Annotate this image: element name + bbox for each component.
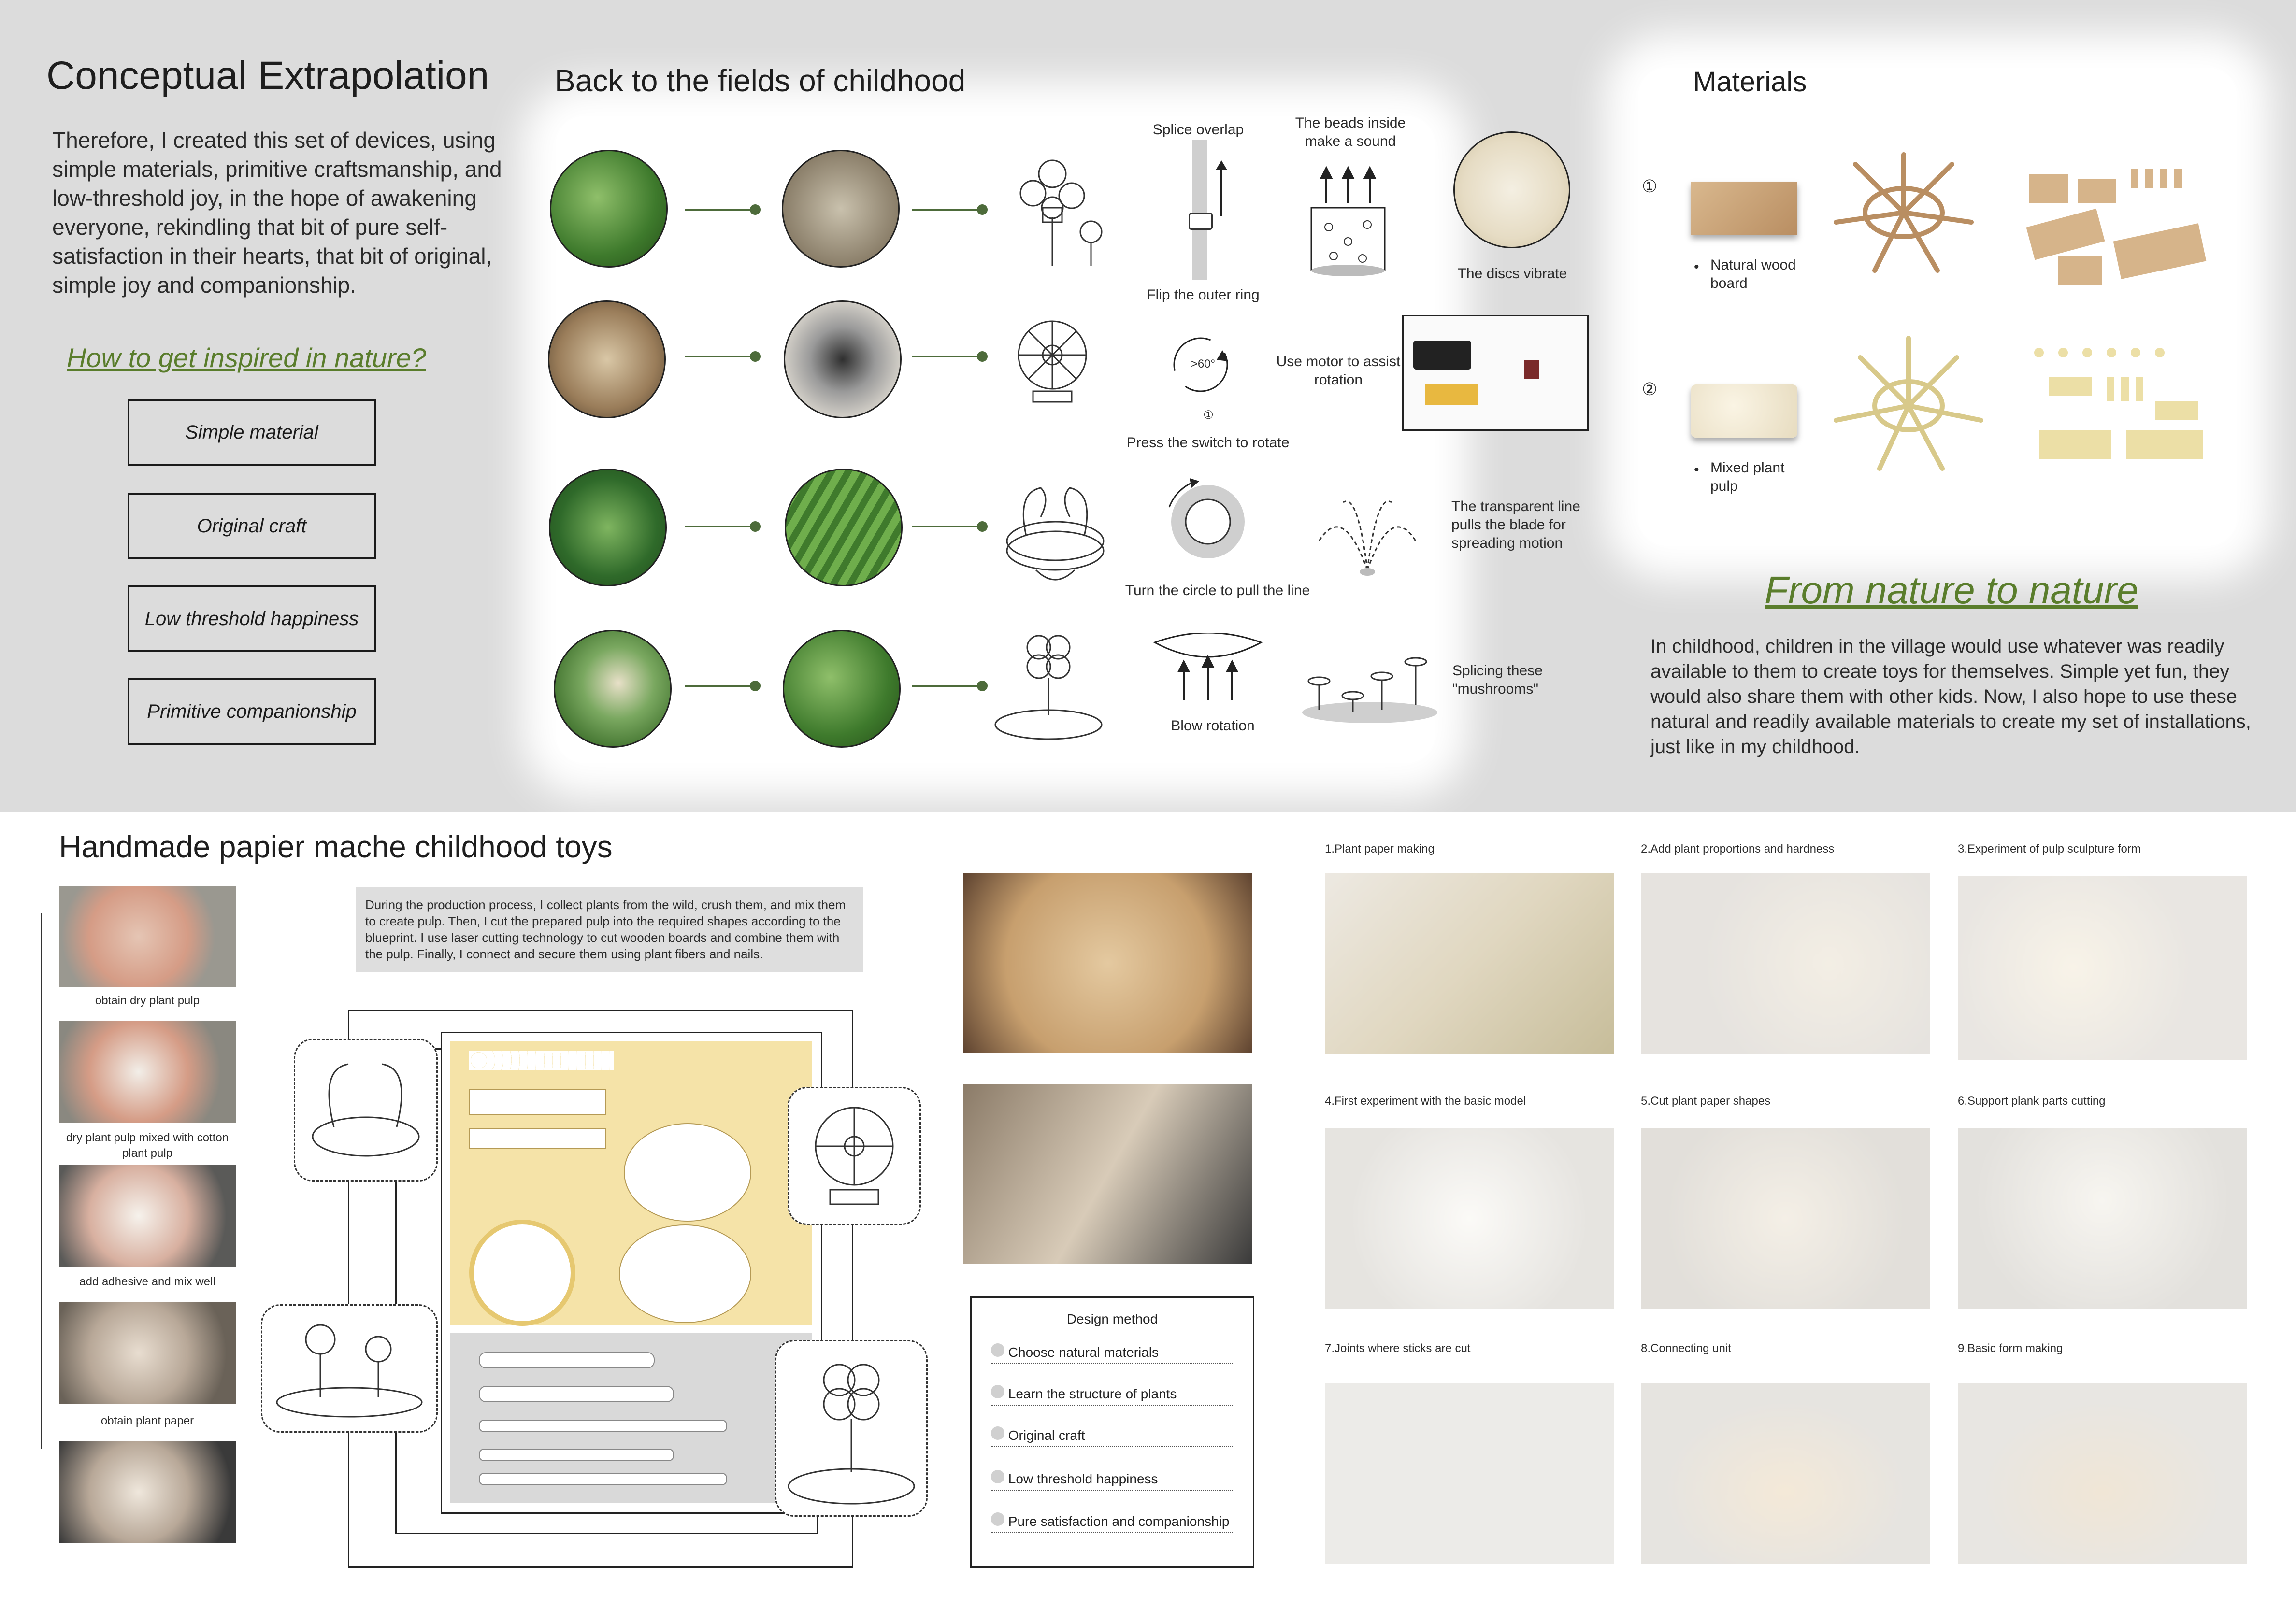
material-label-wood: Natural wood board <box>1710 257 1796 291</box>
blueprint-ellipse <box>624 1123 751 1222</box>
connector-dot <box>750 204 761 215</box>
experiment-photo-2 <box>1641 873 1930 1054</box>
flowers-sketch <box>262 1306 436 1431</box>
blueprint-tube <box>479 1449 674 1461</box>
wheel-device-sketch <box>1004 309 1101 406</box>
concept-title: Conceptual Extrapolation <box>46 54 489 98</box>
step-label-1: obtain dry plant pulp <box>95 994 200 1007</box>
keyword-low-threshold <box>128 585 376 652</box>
mushroom-device-sketch <box>986 628 1111 744</box>
blueprint-ellipse <box>619 1224 751 1323</box>
concept-body: Therefore, I created this set of devices, using simple materials, primitive craftsmanship, and low-threshold joy, in the hope of awakening everyone, rekindling that bit of pure self-satisfaction in their hearts, that bit of original, simple joy and companionship. <box>52 128 502 298</box>
connector-dot <box>750 351 761 362</box>
connector-line <box>912 685 980 687</box>
device-sketch-wheel <box>788 1087 921 1225</box>
step-photo-1 <box>59 886 236 987</box>
bullet-dot-icon <box>991 1385 1004 1398</box>
keyword-label: Primitive companionship <box>147 700 357 722</box>
step-photo-5 <box>59 1441 236 1543</box>
mushrooms-sketch <box>1300 652 1440 725</box>
connector-dot <box>977 521 988 532</box>
step-photo-4 <box>59 1302 236 1404</box>
claw-device-sketch <box>997 473 1113 589</box>
experiment-photo-5 <box>1641 1128 1930 1309</box>
label-flip-outer-ring: Flip the outer ring <box>1147 287 1260 303</box>
experiment-label-1: 1.Plant paper making <box>1325 842 1435 855</box>
experiment-label-4: 4.First experiment with the basic model <box>1325 1095 1526 1108</box>
step-label-4: obtain plant paper <box>100 1414 194 1427</box>
wood-model-render <box>1817 145 1991 280</box>
photo-grass-spider <box>783 630 901 748</box>
material-bullet: • <box>1694 462 1699 478</box>
connector-dot <box>750 681 761 691</box>
connector-line <box>912 356 980 357</box>
photo-vibrating-discs <box>1453 131 1570 248</box>
method-label: Pure satisfaction and companionship <box>1008 1514 1230 1529</box>
pulp-sample <box>1691 384 1797 438</box>
blueprint-tube <box>479 1352 655 1368</box>
bullet-dot-icon <box>991 1343 1004 1357</box>
connector-line <box>912 209 980 211</box>
label-turn-circle: Turn the circle to pull the line <box>1125 583 1310 598</box>
angle-label: >60° <box>1191 357 1216 370</box>
experiment-label-5: 5.Cut plant paper shapes <box>1641 1095 1771 1108</box>
connector-line <box>685 356 753 357</box>
flower-device-sketch <box>994 150 1110 275</box>
step-label-2: dry plant pulp mixed with cotton plant pulp <box>66 1131 229 1160</box>
connector-line <box>912 526 980 527</box>
blueprint-rect <box>469 1089 606 1115</box>
battery-yellow <box>1425 384 1478 405</box>
experiment-label-2: 2.Add plant proportions and hardness <box>1641 842 1835 855</box>
experiment-photo-3 <box>1958 876 2247 1060</box>
label-discs-vibrate: The discs vibrate <box>1457 266 1567 282</box>
mushroom-sketch <box>776 1341 926 1515</box>
blueprint-circles-row <box>469 1051 614 1070</box>
method-label: Learn the structure of plants <box>1008 1386 1177 1401</box>
method-item <box>991 1512 1233 1533</box>
keyword-label: Simple material <box>185 421 318 443</box>
method-label: Original craft <box>1008 1428 1085 1443</box>
label-splicing-mushrooms: Splicing these "mushrooms" <box>1452 663 1543 697</box>
materials-title: Materials <box>1693 66 1807 98</box>
up-arrow-icon <box>1212 159 1231 217</box>
blueprint-tube <box>479 1473 727 1485</box>
step-photo-2 <box>59 1021 236 1123</box>
step-label-3: add adhesive and mix well <box>79 1275 215 1288</box>
keyword-label: Original craft <box>197 515 307 537</box>
step-arrow-line <box>41 913 42 1449</box>
experiment-label-8: 8.Connecting unit <box>1641 1342 1731 1355</box>
blueprint-tube <box>479 1386 674 1402</box>
nature-body: In childhood, children in the village would use whatever was readily available to them to create toys for themselves. Simple yet fun, they would also share them with other kids. Now, I also hope to use these natural and readily available materials to create my set of installations, just like in my childhood. <box>1650 636 2251 757</box>
device-sketch-claw <box>294 1039 438 1182</box>
inspiration-question[interactable]: How to get inspired in nature? <box>67 342 426 373</box>
wood-parts-render <box>2020 159 2223 304</box>
blueprint-circle-ring <box>469 1220 575 1326</box>
design-method-title: Design method <box>1066 1311 1158 1326</box>
material-label-pulp: Mixed plant pulp <box>1710 460 1785 494</box>
material-number-1: ① <box>1642 176 1658 196</box>
experiment-photo-1 <box>1325 873 1614 1054</box>
method-item <box>991 1426 1233 1447</box>
connector-line <box>685 209 753 211</box>
experiment-photo-9 <box>1958 1383 2247 1564</box>
step-photo-3 <box>59 1165 236 1267</box>
experiment-photo-8 <box>1641 1383 1930 1564</box>
label-blow-rotation: Blow rotation <box>1171 718 1255 734</box>
photo-dandelion-fluff <box>548 300 666 418</box>
blueprint-sheet <box>441 1032 822 1514</box>
photo-grass-blades <box>785 469 903 586</box>
pulp-model-render <box>1822 328 1995 473</box>
blueprint-tube <box>479 1420 727 1432</box>
laser-cut-board-photo <box>963 873 1252 1053</box>
bullet-dot-icon <box>991 1512 1004 1526</box>
bullet-dot-icon <box>991 1470 1004 1483</box>
keyword-label: Low threshold happiness <box>144 608 359 629</box>
nature-title[interactable]: From nature to nature <box>1765 569 2138 612</box>
label-motor-assist: Use motor to assist rotation <box>1276 354 1401 388</box>
photo-leaf-weave <box>550 150 668 268</box>
blow-rotation-sketch <box>1150 633 1266 705</box>
photo-dandelion-seed <box>784 300 902 418</box>
experiment-label-7: 7.Joints where sticks are cut <box>1325 1342 1471 1355</box>
photo-dandelion-hand <box>554 630 672 748</box>
design-method-panel <box>970 1296 1254 1568</box>
blueprint-rect <box>469 1128 606 1149</box>
bullet-dot-icon <box>991 1426 1004 1440</box>
connector-line <box>685 685 753 687</box>
method-label: Low threshold happiness <box>1008 1471 1158 1486</box>
photo-grass-nest <box>549 469 667 586</box>
blueprint-yellow-area <box>450 1041 812 1325</box>
bead-jar-sketch <box>1305 164 1392 280</box>
motor-photo <box>1402 315 1589 431</box>
blueprint-gray-area <box>450 1333 812 1503</box>
maker-at-work-photo <box>963 1084 1252 1264</box>
marker-label: ① <box>1203 409 1214 422</box>
spreading-line-sketch <box>1314 483 1421 580</box>
device-sketch-flowers <box>261 1304 438 1433</box>
handmade-title: Handmade papier mache childhood toys <box>59 829 613 864</box>
pull-circle-sketch <box>1155 473 1251 570</box>
flip-bar <box>1192 140 1207 280</box>
keyword-primitive-companionship <box>128 678 376 745</box>
wood-board-sample <box>1691 182 1797 235</box>
connector-line <box>685 526 753 527</box>
connector-dot <box>750 521 761 532</box>
pulp-parts-render <box>2029 343 2223 469</box>
material-bullet: • <box>1694 259 1699 275</box>
connector-dot <box>977 204 988 215</box>
photo-reed-stalks <box>782 150 900 268</box>
label-press-switch: Press the switch to rotate <box>1126 435 1290 451</box>
claw-sketch <box>295 1040 436 1180</box>
experiment-label-6: 6.Support plank parts cutting <box>1958 1095 2106 1108</box>
motor-part <box>1524 360 1539 379</box>
material-number-2: ② <box>1642 379 1658 399</box>
fields-title: Back to the fields of childhood <box>555 63 966 98</box>
experiment-photo-6 <box>1958 1128 2247 1309</box>
device-sketch-mushroom <box>775 1340 928 1517</box>
keyword-simple-material <box>128 399 376 466</box>
method-item <box>991 1385 1233 1406</box>
experiment-photo-7 <box>1325 1383 1614 1564</box>
label-transparent-line: The transparent line pulls the blade for spreading motion <box>1451 498 1580 551</box>
process-description: During the production process, I collect plants from the wild, crush them, and mix them to create pulp. Then, I cut the prepared pulp into the required shapes according to the blueprint. I use laser cutting technology to cut wooden boards and combine them with the pulp. Finally, I connect and secure them using plant fibers and nails. <box>356 887 863 972</box>
keyword-original-craft <box>128 493 376 559</box>
ring-sketch <box>1189 213 1213 230</box>
method-label: Choose natural materials <box>1008 1345 1159 1360</box>
experiment-photo-4 <box>1325 1128 1614 1309</box>
label-splice-overlap: Splice overlap <box>1152 122 1244 138</box>
experiment-label-3: 3.Experiment of pulp sculpture form <box>1958 842 2141 855</box>
experiment-label-9: 9.Basic form making <box>1958 1342 2063 1355</box>
battery-box <box>1413 341 1471 370</box>
method-item <box>991 1343 1233 1364</box>
label-beads-sound: The beads inside make a sound <box>1295 115 1406 149</box>
wheel-sketch <box>789 1088 919 1224</box>
method-item <box>991 1470 1233 1491</box>
connector-dot <box>977 351 988 362</box>
